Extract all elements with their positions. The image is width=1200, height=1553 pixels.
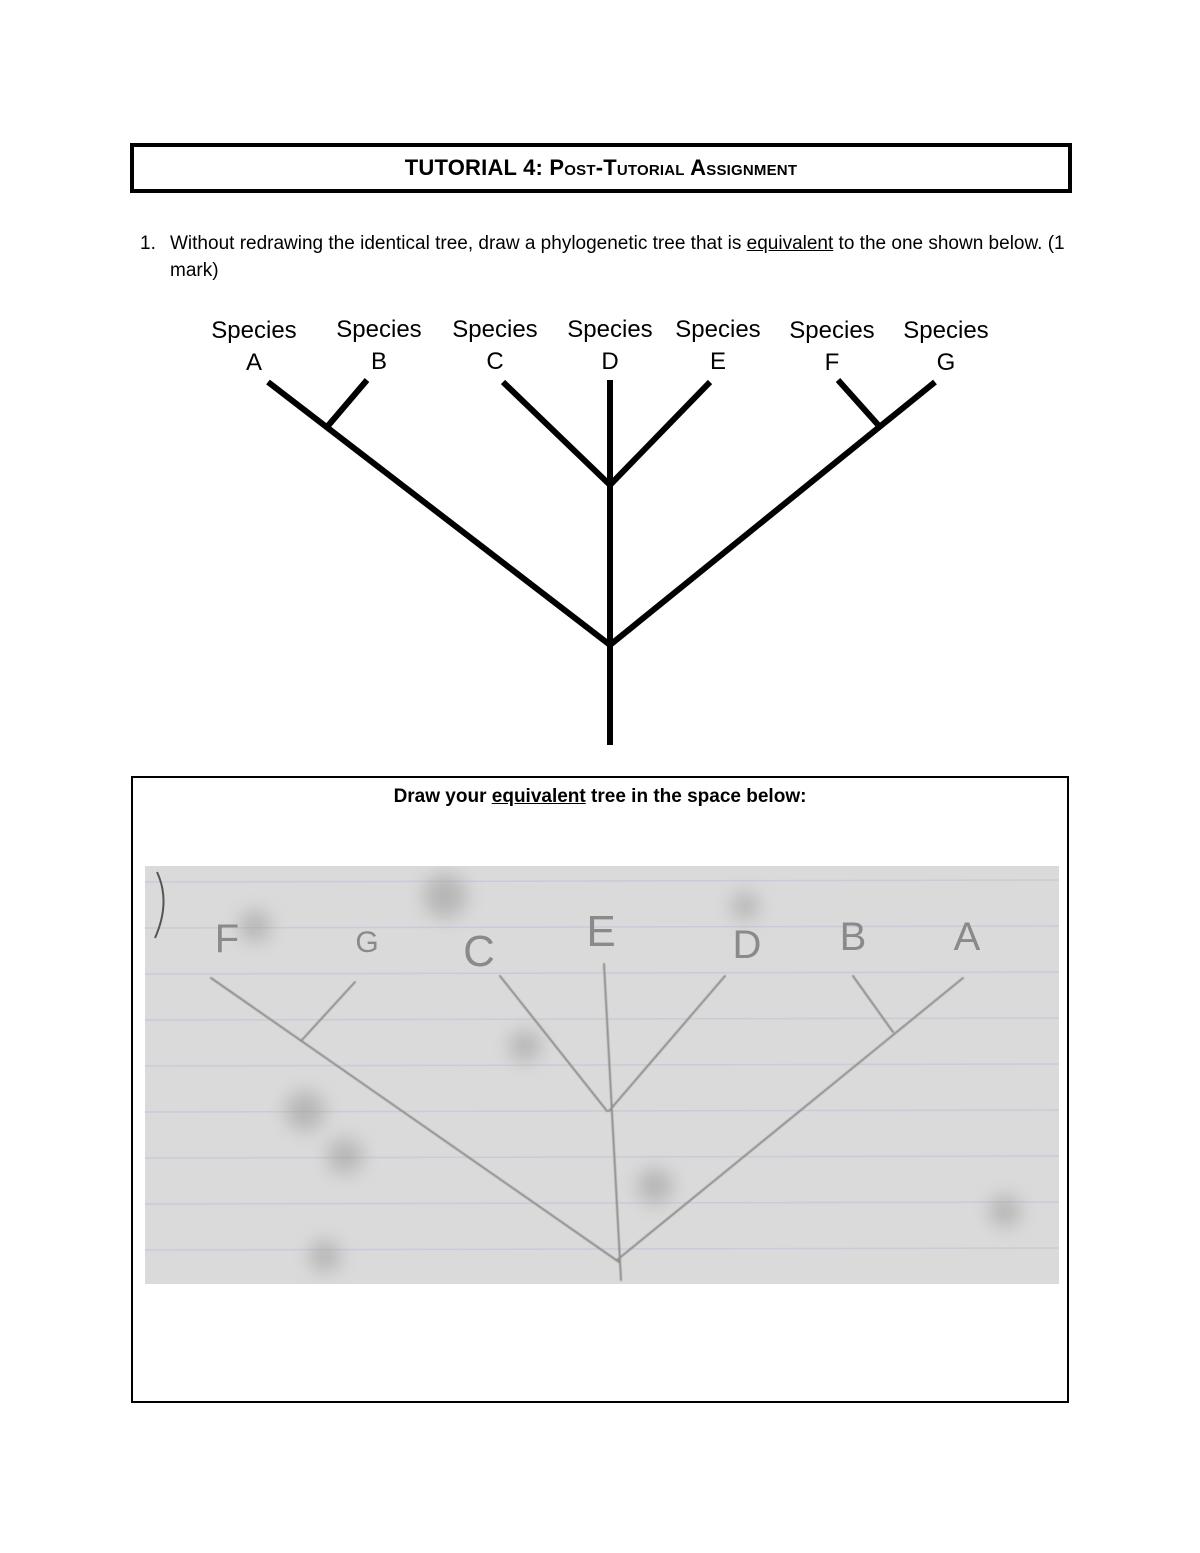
page-title: [405, 155, 797, 181]
species-label-b-letter: B: [370, 348, 388, 375]
handwritten-tree-photo: [145, 866, 1059, 1284]
answer-box: [131, 776, 1069, 1403]
species-label-c-word: Species: [452, 316, 538, 343]
question-text: [170, 230, 1070, 284]
hand-label-c: C: [463, 927, 495, 976]
answer-title-underlined: equivalent: [491, 786, 586, 807]
species-label-g-word: Species: [903, 317, 989, 344]
branch-c: [503, 382, 610, 485]
question-text-after: to the one shown below. (1 mark): [170, 233, 1065, 281]
branch-f: [838, 380, 880, 427]
branch-left-clade: [268, 382, 610, 645]
answer-title-before: Draw your: [393, 786, 492, 807]
title-part2: Post-Tutorial Assignment: [549, 155, 798, 180]
species-label-c-letter: C: [486, 348, 504, 375]
species-label-d-word: Species: [567, 316, 653, 343]
species-label-g-letter: G: [936, 349, 956, 376]
species-label-b-word: Species: [336, 316, 422, 343]
tree-branches: [268, 380, 935, 745]
branch-right-clade: [610, 382, 935, 645]
answer-title-after: tree in the space below:: [585, 786, 807, 807]
question-underlined-word: equivalent: [746, 233, 834, 254]
hand-label-a: A: [953, 915, 981, 959]
branch-e: [610, 382, 710, 485]
species-label-d-letter: D: [601, 348, 619, 375]
species-label-e-letter: E: [709, 348, 727, 375]
hand-label-d: D: [732, 923, 762, 967]
phylogenetic-tree: [0, 300, 1200, 760]
hand-label-f: F: [214, 917, 240, 961]
species-label-e-word: Species: [675, 316, 761, 343]
hand-label-e: E: [586, 907, 616, 956]
title-part1: TUTORIAL 4:: [404, 155, 550, 180]
hand-label-b: B: [839, 915, 867, 959]
species-label-a-letter: A: [245, 349, 263, 376]
title-box: [130, 143, 1072, 193]
question-text-before: Without redrawing the identical tree, draw a phylogenetic tree that is: [170, 233, 747, 254]
species-labels: [211, 316, 988, 376]
species-label-f-word: Species: [789, 317, 875, 344]
answer-title: [133, 786, 1067, 808]
question-number: 1.: [140, 233, 156, 254]
branch-b: [327, 380, 367, 427]
hand-label-g: G: [355, 926, 379, 959]
species-label-f-letter: F: [824, 349, 840, 376]
species-label-a-word: Species: [211, 317, 297, 344]
